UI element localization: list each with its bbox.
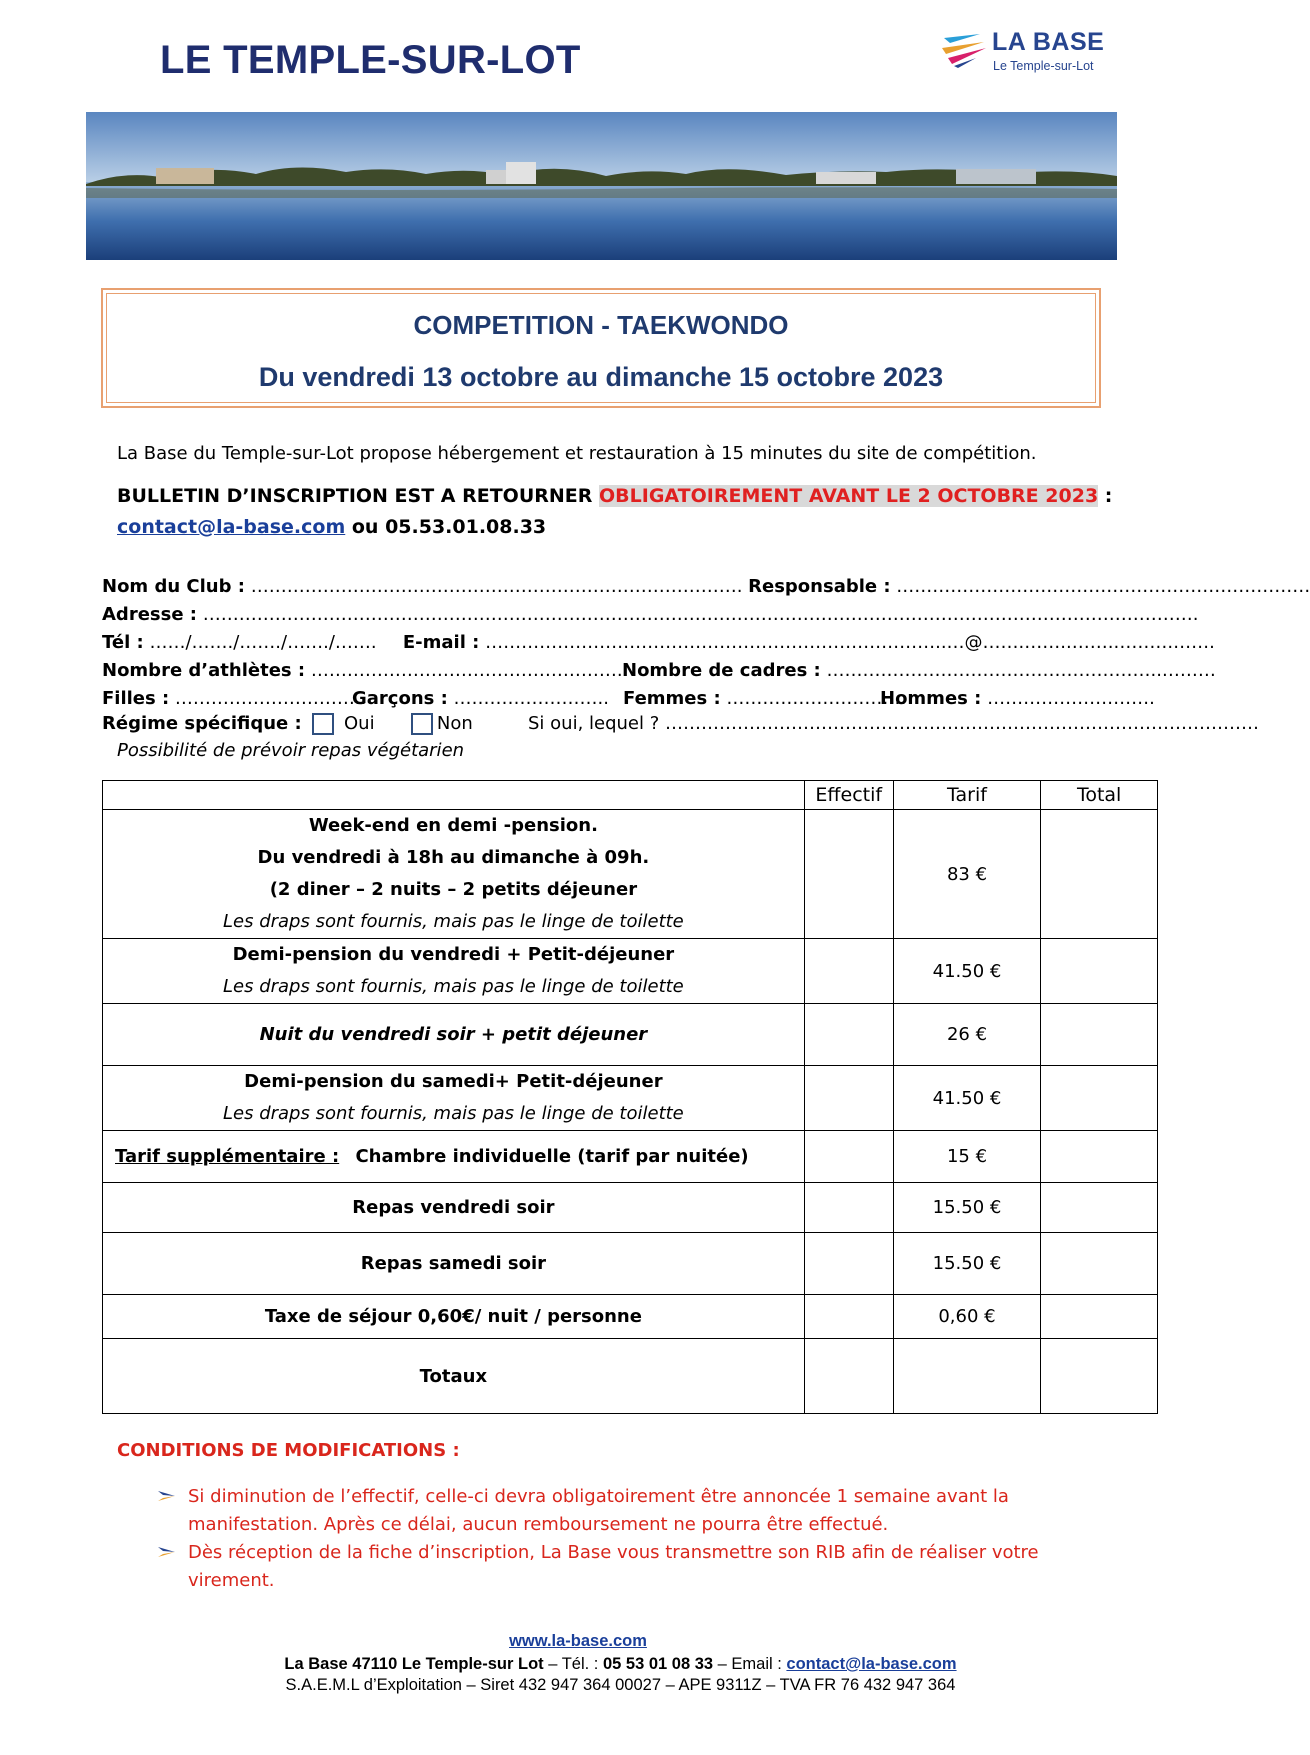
row-description: Repas vendredi soir — [103, 1183, 805, 1233]
footer-email-link[interactable]: contact@la-base.com — [786, 1655, 957, 1673]
table-row — [103, 1131, 1158, 1183]
footer-email-label: – Email : — [713, 1655, 787, 1673]
event-title: COMPETITION - TAEKWONDO — [413, 310, 789, 340]
oui-checkbox[interactable] — [312, 713, 334, 735]
tarif-cell: 41.50 € — [893, 939, 1041, 1004]
conditions-title: CONDITIONS DE MODIFICATIONS : — [117, 1440, 460, 1461]
garcons-group — [352, 688, 609, 709]
responsable-field[interactable]: …………………………………………………………… — [890, 576, 1310, 597]
oui-label: Oui — [344, 713, 375, 734]
footer-address: La Base 47110 Le Temple-sur Lot — [284, 1655, 544, 1673]
effectif-cell[interactable] — [804, 1339, 893, 1414]
total-cell[interactable] — [1041, 810, 1158, 939]
filles-label: Filles : — [102, 688, 170, 709]
non-checkbox[interactable] — [411, 713, 433, 735]
table-row — [103, 1004, 1158, 1066]
form-line-athletes — [102, 660, 1216, 681]
header-tarif: Tarif — [893, 781, 1041, 810]
regime-label: Régime spécifique : — [102, 713, 302, 734]
tel-label: Tél : — [102, 632, 144, 653]
lequel-label: Si oui, lequel ? — [528, 713, 660, 734]
table-row — [103, 1295, 1158, 1339]
effectif-cell[interactable] — [804, 1066, 893, 1131]
lequel-group — [528, 713, 1259, 734]
adresse-label: Adresse : — [102, 604, 198, 625]
total-cell[interactable] — [1041, 1183, 1158, 1233]
effectif-cell[interactable] — [804, 1295, 893, 1339]
form-line-tel — [102, 632, 1215, 653]
footer-tel: 05 53 01 08 33 — [602, 1655, 714, 1673]
tarif-cell: 15 € — [893, 1131, 1041, 1183]
total-cell[interactable] — [1041, 1295, 1158, 1339]
intro-text: La Base du Temple-sur-Lot propose hébergement et restauration à 15 minutes du site de compétition. — [117, 443, 1037, 464]
effectif-cell[interactable] — [804, 1004, 893, 1066]
row-description: Repas samedi soir — [103, 1233, 805, 1295]
page-title: LE TEMPLE-SUR-LOT — [160, 38, 581, 82]
table-row — [103, 939, 1158, 1004]
email-label: E-mail : — [402, 632, 480, 653]
deadline-highlight: OBLIGATOIREMENT AVANT LE 2 OCTOBRE 2023 — [599, 485, 1099, 507]
effectif-cell[interactable] — [804, 939, 893, 1004]
la-base-logo — [940, 28, 1130, 78]
club-label: Nom du Club : — [102, 576, 245, 597]
condition-item: Si diminution de l’effectif, celle-ci devra obligatoirement être annoncée 1 semaine avant la manifestation. Après ce délai, aucun remboursement ne pourra être effectué. — [188, 1486, 1009, 1535]
form-line-effectifs — [102, 688, 1155, 709]
adresse-field[interactable]: …………………………………………………………………………………………………………………………………………………. — [197, 604, 1199, 625]
total-cell[interactable] — [1041, 939, 1158, 1004]
contact-phone: ou 05.53.01.08.33 — [345, 516, 547, 538]
row-description: Taxe de séjour 0,60€/ nuit / personne — [103, 1295, 805, 1339]
notice-suffix: : — [1098, 485, 1113, 507]
header-total: Total — [1041, 781, 1158, 810]
tarif-cell: 83 € — [893, 810, 1041, 939]
row-line: (2 diner – 2 nuits – 2 petits déjeuner — [269, 879, 638, 900]
logo-name: LA BASE — [992, 28, 1105, 56]
row-line: Demi-pension du vendredi + Petit-déjeuner — [232, 944, 675, 965]
table-row — [103, 810, 1158, 939]
total-cell[interactable] — [1041, 1233, 1158, 1295]
table-row — [103, 1233, 1158, 1295]
event-dates: Du vendredi 13 octobre au dimanche 15 octobre 2023 — [258, 362, 944, 392]
registration-notice — [117, 485, 1112, 507]
cadres-label: Nombre de cadres : — [622, 660, 821, 681]
effectif-cell[interactable] — [804, 810, 893, 939]
tarif-cell: 15.50 € — [893, 1233, 1041, 1295]
cadres-field[interactable]: ………………………………………………..……… — [820, 660, 1216, 681]
effectif-cell[interactable] — [804, 1131, 893, 1183]
cadres-group — [622, 660, 1216, 681]
effectif-cell[interactable] — [804, 1183, 893, 1233]
arrow-bullet-icon — [157, 1489, 177, 1503]
effectif-cell[interactable] — [804, 1233, 893, 1295]
arrow-bullet-icon — [157, 1545, 177, 1559]
totals-label: Totaux — [103, 1339, 805, 1414]
table-row — [103, 1066, 1158, 1131]
website-link[interactable]: www.la-base.com — [509, 1632, 647, 1650]
garcons-field[interactable]: …………………….. — [447, 688, 609, 709]
row-line: Week-end en demi -pension. — [308, 815, 598, 836]
form-line-regime — [102, 713, 1260, 735]
athletes-label: Nombre d’athlètes : — [102, 660, 306, 681]
row-description — [103, 1066, 805, 1131]
responsable-label: Responsable : — [748, 576, 891, 597]
table-header-row — [103, 781, 1158, 810]
row-description — [103, 1131, 805, 1183]
femmes-field[interactable]: ………………………… — [720, 688, 907, 709]
total-cell[interactable] — [1041, 1066, 1158, 1131]
contact-line — [117, 516, 546, 538]
form-line-club — [102, 576, 1310, 597]
total-cell[interactable] — [1041, 1131, 1158, 1183]
form-line-adresse — [102, 604, 1199, 625]
tarif-cell: 26 € — [893, 1004, 1041, 1066]
garcons-label: Garçons : — [352, 688, 448, 709]
row-description: Nuit du vendredi soir + petit déjeuner — [103, 1004, 805, 1066]
contact-email-link[interactable]: contact@la-base.com — [117, 516, 346, 538]
email-field[interactable]: …………………………………………………………………..…@…….……..…….……….……. — [479, 632, 1215, 653]
tel-field[interactable]: ……/……./……./……./……. — [143, 632, 377, 653]
tarif-cell: 15.50 € — [893, 1183, 1041, 1233]
supplement-text: Chambre individuelle (tarif par nuitée) — [355, 1146, 749, 1167]
club-field[interactable]: ………………………………………………………………………. — [244, 576, 749, 597]
row-note: Les draps sont fournis, mais pas le linge de toilette — [223, 1103, 684, 1124]
femmes-group — [623, 688, 906, 709]
total-cell[interactable] — [1041, 1004, 1158, 1066]
non-label: Non — [436, 713, 473, 734]
lequel-field[interactable]: ……………………………………………………………………………………… — [659, 713, 1260, 734]
row-note: Les draps sont fournis, mais pas le linge de toilette — [223, 911, 684, 932]
athletes-field[interactable]: ……………………………………………. — [305, 660, 623, 681]
footer-website-line — [0, 1632, 1241, 1651]
supplement-label: Tarif supplémentaire : — [115, 1146, 340, 1167]
header-effectif: Effectif — [804, 781, 893, 810]
event-header-box — [101, 288, 1101, 408]
row-description — [103, 939, 805, 1004]
lake-panorama-image — [86, 112, 1117, 260]
tarif-cell — [893, 1339, 1041, 1414]
row-line: Demi-pension du samedi+ Petit-déjeuner — [244, 1071, 663, 1092]
header-description — [103, 781, 805, 810]
logo-icon — [940, 32, 990, 68]
row-note: Les draps sont fournis, mais pas le linge de toilette — [223, 976, 684, 997]
femmes-label: Femmes : — [623, 688, 721, 709]
table-row — [103, 1183, 1158, 1233]
vegetarian-note: Possibilité de prévoir repas végétarien — [117, 740, 465, 761]
logo-subtitle: Le Temple-sur-Lot — [993, 59, 1094, 73]
filles-field[interactable]: ………………………….. — [169, 688, 367, 709]
row-description — [103, 810, 805, 939]
footer-contact-line — [0, 1655, 1241, 1674]
notice-prefix: BULLETIN D’INSCRIPTION EST A RETOURNER — [117, 485, 600, 507]
totals-row — [103, 1339, 1158, 1414]
tarifs-table — [102, 780, 1158, 1414]
hommes-label: Hommes : — [880, 688, 982, 709]
row-line: Du vendredi à 18h au dimanche à 09h. — [257, 847, 650, 868]
footer-tel-label: – Tél. : — [543, 1655, 603, 1673]
hommes-field[interactable]: ………………………. — [981, 688, 1155, 709]
footer-legal: S.A.E.M.L d’Exploitation – Siret 432 947 364 00027 – APE 9311Z – TVA FR 76 432 947 364 — [285, 1676, 956, 1694]
tarif-cell: 41.50 € — [893, 1066, 1041, 1131]
tarif-cell: 0,60 € — [893, 1295, 1041, 1339]
condition-item: Dès réception de la fiche d’inscription, La Base vous transmettre son RIB afin de réaliser votre virement. — [188, 1542, 1039, 1591]
total-cell[interactable] — [1041, 1339, 1158, 1414]
hommes-group — [880, 688, 1155, 709]
